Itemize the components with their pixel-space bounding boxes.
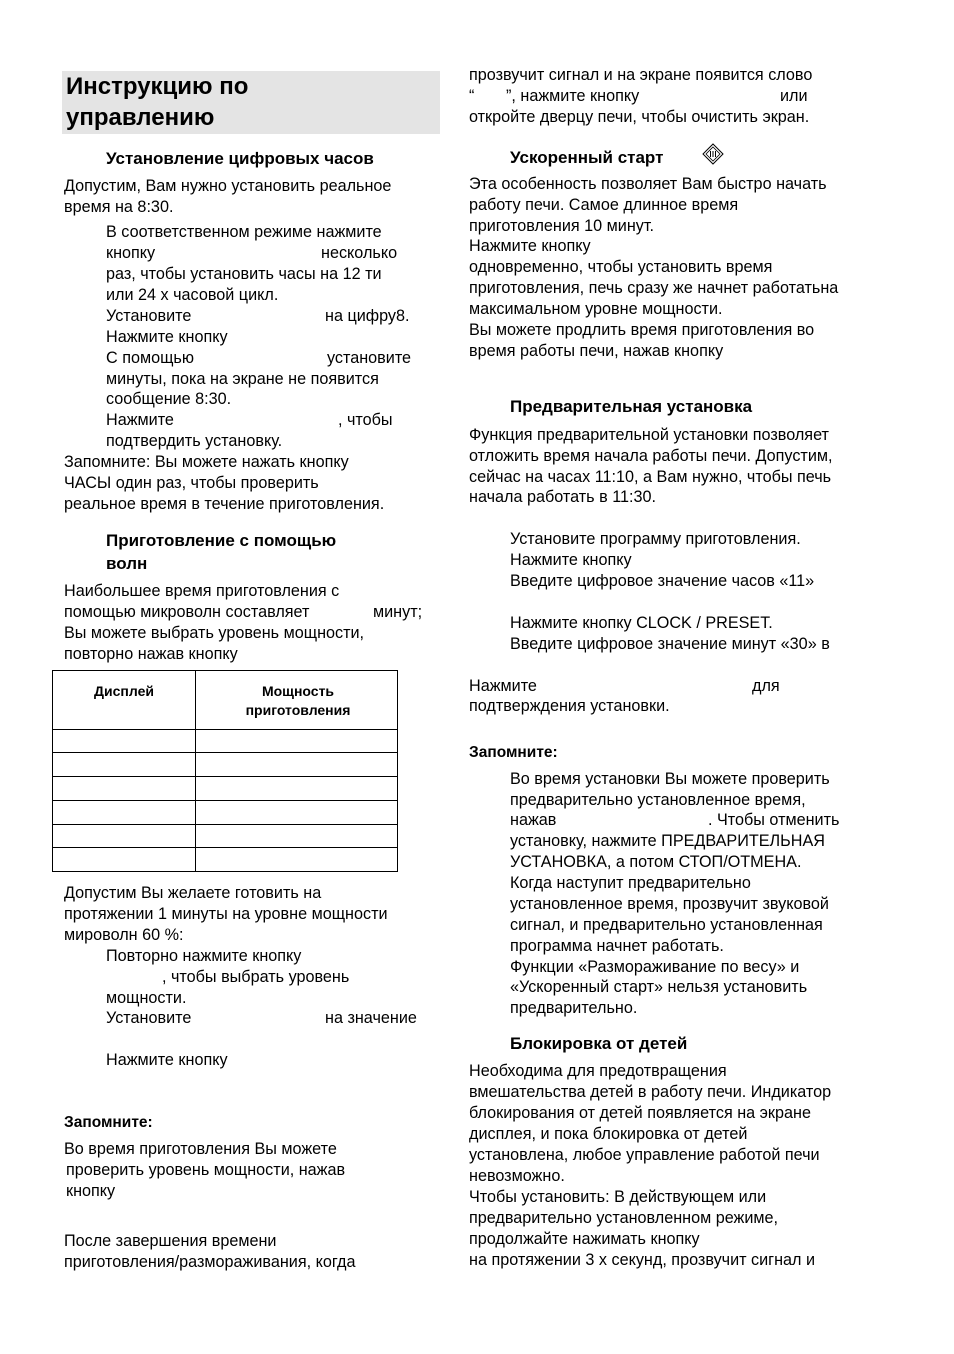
text-line: Когда наступит предварительно bbox=[510, 874, 751, 892]
text-line: время на 8:30. bbox=[64, 198, 174, 216]
text-line: повторно нажав кнопку bbox=[64, 645, 238, 663]
text-line: кнопку bbox=[106, 244, 156, 262]
text-line: ”, нажмите кнопку bbox=[506, 87, 640, 105]
text-line: предварительно установленном режиме, bbox=[469, 1209, 779, 1227]
text-line: Нажмите кнопку bbox=[510, 551, 632, 569]
text-line: Вы можете выбрать уровень мощности, bbox=[64, 624, 365, 642]
text-line: Во время приготовления Вы можете bbox=[64, 1140, 337, 1158]
text-line: приготовления 10 минут. bbox=[469, 217, 654, 235]
table-row-divider bbox=[53, 800, 397, 801]
table-header-display: Дисплей bbox=[94, 683, 154, 699]
text-line: сообщение 8:30. bbox=[106, 390, 232, 408]
section-heading-quick-start: Ускоренный старт bbox=[510, 148, 664, 167]
section-heading-child-lock: Блокировка от детей bbox=[510, 1034, 688, 1053]
text-line: Допустим Вы желаете готовить на bbox=[64, 884, 322, 902]
text-line: Установите bbox=[106, 1009, 192, 1027]
text-line: Установите bbox=[106, 307, 192, 325]
text-line: несколько bbox=[321, 244, 398, 262]
text-line: установленное время, прозвучит звуковой bbox=[510, 895, 829, 913]
text-line: Допустим, Вам нужно установить реальное bbox=[64, 177, 392, 195]
text-line: начала работать в 11:30. bbox=[469, 488, 657, 506]
text-line: дисплея, и пока блокировка от детей bbox=[469, 1125, 748, 1143]
text-line: реальное время в течение приготовления. bbox=[64, 495, 385, 513]
text-line: на цифру8. bbox=[325, 307, 410, 325]
text-line: для bbox=[752, 677, 780, 695]
text-line: Чтобы установить: В действующем или bbox=[469, 1188, 767, 1206]
text-line: или bbox=[780, 87, 808, 105]
table-row-divider bbox=[53, 776, 397, 777]
text-line: Введите цифровое значение часов «11» bbox=[510, 572, 815, 590]
text-line: Наибольшее время приготовления с bbox=[64, 582, 340, 600]
text-line: Вы можете продлить время приготовления во bbox=[469, 321, 815, 339]
text-line: мироволн 60 %: bbox=[64, 926, 184, 944]
text-line: минут; bbox=[373, 603, 423, 621]
text-line: После завершения времени bbox=[64, 1232, 277, 1250]
text-line: Нажмите bbox=[106, 411, 174, 429]
text-line: вмешательства детей в работу печи. Индикатор bbox=[469, 1083, 832, 1101]
text-line: сейчас на часах 11:10, а Вам нужно, чтобы печь bbox=[469, 468, 832, 486]
text-line: приготовления, печь сразу же начнет работатьна bbox=[469, 279, 839, 297]
text-line: , чтобы bbox=[338, 411, 393, 429]
text-line: Нажмите кнопку bbox=[469, 237, 591, 255]
text-line: . Чтобы отменить bbox=[708, 811, 840, 829]
text-line: «Ускоренный старт» нельзя установить bbox=[510, 978, 808, 996]
text-line: Функция предварительной установки позволяет bbox=[469, 426, 829, 444]
text-line: нажав bbox=[510, 811, 557, 829]
text-line: кнопку bbox=[66, 1182, 116, 1200]
text-line: Повторно нажмите кнопку bbox=[106, 947, 302, 965]
text-line: сигнал, и предварительно установленная bbox=[510, 916, 823, 934]
text-line: Во время установки Вы можете проверить bbox=[510, 770, 830, 788]
section-heading-preset: Предварительная установка bbox=[510, 397, 753, 416]
text-line: блокирования от детей появляется на экране bbox=[469, 1104, 811, 1122]
text-line: на значение bbox=[325, 1009, 417, 1027]
table-column-divider bbox=[195, 671, 196, 871]
text-line: УСТАНОВКА, а потом СТОП/ОТМЕНА. bbox=[510, 853, 802, 871]
text-line: откройте дверцу печи, чтобы очистить экран. bbox=[469, 108, 810, 126]
table-row-divider bbox=[53, 824, 397, 825]
text-line: предварительно. bbox=[510, 999, 638, 1017]
text-line: или 24 х часовой цикл. bbox=[106, 286, 279, 304]
page-title-line-1: Инструкцию по bbox=[66, 73, 249, 100]
text-line: прозвучит сигнал и на экране появится слово bbox=[469, 66, 813, 84]
text-line: одновременно, чтобы установить время bbox=[469, 258, 773, 276]
section-heading-note-2: Запомните: bbox=[469, 744, 558, 761]
section-heading-clock: Установление цифровых часов bbox=[106, 149, 374, 168]
quick-start-icon bbox=[701, 142, 725, 166]
text-line: помощью микроволн составляет bbox=[64, 603, 310, 621]
section-heading-note: Запомните: bbox=[64, 1114, 153, 1131]
text-line: установите bbox=[327, 349, 412, 367]
text-line: работу печи. Самое длинное время bbox=[469, 196, 739, 214]
table-row-divider bbox=[53, 752, 397, 753]
text-line: Нажмите кнопку bbox=[106, 1051, 228, 1069]
page-title-line-2: управлению bbox=[66, 104, 215, 131]
text-line: Нажмите кнопку CLOCK / PRESET. bbox=[510, 614, 773, 632]
text-line: протяжении 1 минуты на уровне мощности bbox=[64, 905, 388, 923]
text-line: Установите программу приготовления. bbox=[510, 530, 801, 548]
text-line: Нажмите кнопку bbox=[106, 328, 228, 346]
text-line: установлена, любое управление работой печи bbox=[469, 1146, 820, 1164]
text-line: Эта особенность позволяет Вам быстро начать bbox=[469, 175, 827, 193]
table-row-divider bbox=[53, 847, 397, 848]
text-line: проверить уровень мощности, нажав bbox=[66, 1161, 346, 1179]
text-line: предварительно установленное время, bbox=[510, 791, 806, 809]
power-level-table bbox=[52, 670, 398, 872]
text-line: Запомните: Вы можете нажать кнопку bbox=[64, 453, 349, 471]
text-line: , чтобы выбрать уровень bbox=[162, 968, 350, 986]
text-line: раз, чтобы установить часы на 12 ти bbox=[106, 265, 382, 283]
text-line: Функции «Размораживание по весу» и bbox=[510, 958, 800, 976]
text-line: Нажмите bbox=[469, 677, 537, 695]
text-line: “ bbox=[469, 87, 475, 105]
text-line: подтверждения установки. bbox=[469, 697, 670, 715]
text-line: минуты, пока на экране не появится bbox=[106, 370, 379, 388]
text-line: мощности. bbox=[106, 989, 187, 1007]
text-line: Введите цифровое значение минут «30» в bbox=[510, 635, 830, 653]
text-line: В соответственном режиме нажмите bbox=[106, 223, 382, 241]
table-row-divider bbox=[53, 729, 397, 730]
text-line: продолжайте нажимать кнопку bbox=[469, 1230, 700, 1248]
text-line: время работы печи, нажав кнопку bbox=[469, 342, 724, 360]
section-heading-microwave-1: Приготовление с помощью bbox=[106, 531, 337, 550]
text-line: С помощью bbox=[106, 349, 194, 367]
table-header-power: Мощность приготовления bbox=[245, 683, 351, 718]
text-line: отложить время начала работы печи. Допустим, bbox=[469, 447, 833, 465]
text-line: приготовления/размораживания, когда bbox=[64, 1253, 356, 1271]
text-line: на протяжении 3 х секунд, прозвучит сигнал и bbox=[469, 1251, 816, 1269]
text-line: программа начнет работать. bbox=[510, 937, 724, 955]
text-line: ЧАСЫ один раз, чтобы проверить bbox=[64, 474, 319, 492]
text-line: Необходима для предотвращения bbox=[469, 1062, 727, 1080]
text-line: максимальном уровне мощности. bbox=[469, 300, 723, 318]
text-line: установку, нажмите ПРЕДВАРИТЕЛЬНАЯ bbox=[510, 832, 825, 850]
section-heading-microwave-2: волн bbox=[106, 554, 148, 573]
text-line: подтвердить установку. bbox=[106, 432, 283, 450]
text-line: невозможно. bbox=[469, 1167, 565, 1185]
